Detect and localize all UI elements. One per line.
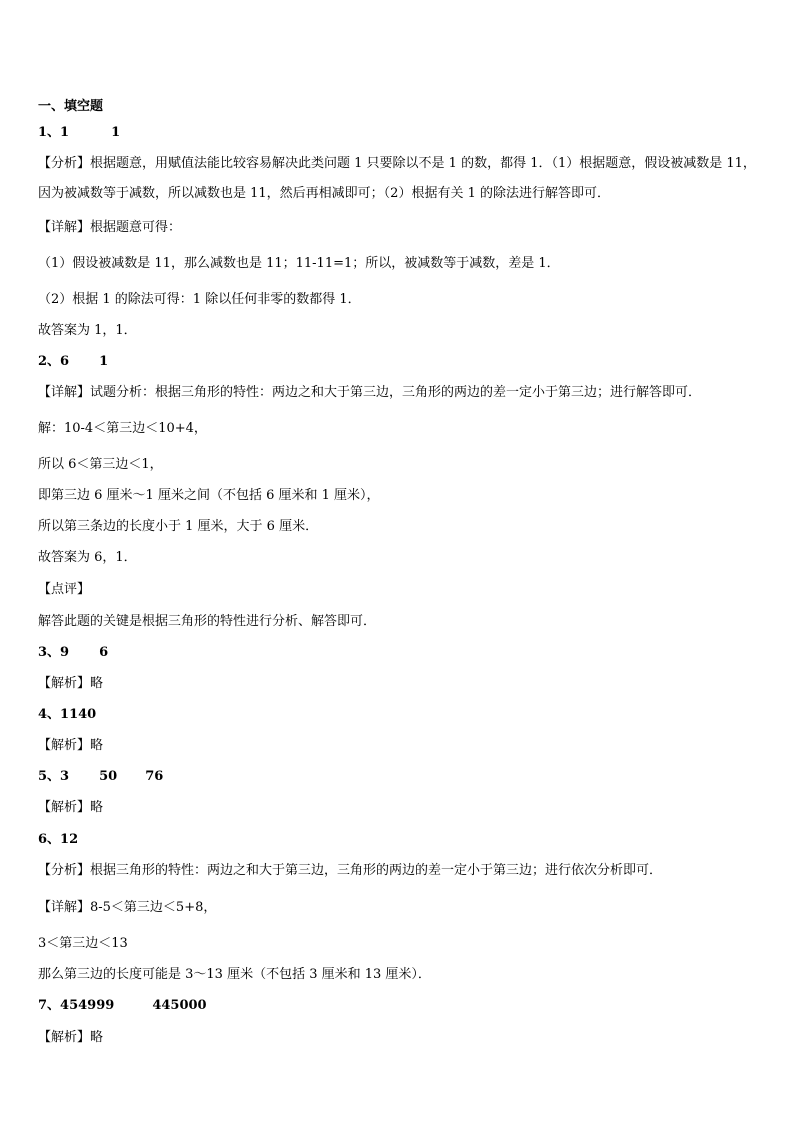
q1-detail-2: （2）根据 1 的除法可得：1 除以任何非零的数都得 1． — [38, 292, 361, 307]
q2-comment-text: 解答此题的关键是根据三角形的特性进行分析、解答即可． — [38, 614, 377, 629]
q3-number: 3、9 — [38, 645, 70, 660]
q5-answer-line — [38, 769, 163, 785]
q7-answer-line — [38, 998, 207, 1014]
q1-answer-2: 1 — [111, 125, 121, 140]
q4-answer-line: 4、1140 — [38, 707, 97, 722]
q6-answer-line: 6、12 — [38, 832, 79, 847]
q1-answer-line — [38, 125, 120, 141]
q1-detail-1: （1）假设被减数是 11，那么减数也是 11；11-11=1；所以，被减数等于减数，差是 1． — [38, 256, 560, 271]
q1-conclusion: 故答案为 1，1． — [38, 323, 137, 338]
q2-step-3: 即第三边 6 厘米～1 厘米之间（不包括 6 厘米和 1 厘米）， — [38, 488, 380, 503]
q2-step-1: 解：10-4＜第三边＜10+4， — [38, 421, 207, 436]
q7-answer-2: 445000 — [152, 998, 207, 1013]
q5-answer-3: 76 — [145, 769, 164, 784]
q3-answer-2: 6 — [99, 645, 109, 660]
q7-number: 7、454999 — [38, 998, 115, 1013]
q2-answer-2: 1 — [99, 354, 109, 369]
q5-analysis: 【解析】略 — [38, 800, 104, 815]
q3-analysis: 【解析】略 — [38, 676, 104, 691]
q2-comment-label: 【点评】 — [38, 582, 91, 597]
q5-number: 5、3 — [38, 769, 70, 784]
q2-number: 2、6 — [38, 354, 70, 369]
section-title: 一、填空题 — [38, 99, 104, 114]
q1-analysis: 【分析】根据题意，用赋值法能比较容易解决此类问题 1 只要除以不是 1 的数，都得 1．（1）根据题意，假设被减数是 11，因为被减数等于减数，所以减数也是 11，然后再相减即可；（2）根据有关 1 的除法进行解答即可． — [38, 156, 756, 201]
q7-analysis: 【解析】略 — [38, 1030, 104, 1045]
q2-answer-line — [38, 354, 108, 370]
q2-detail: 【详解】试题分析：根据三角形的特性：两边之和大于第三边，三角形的两边的差一定小于第三边；进行解答即可． — [38, 385, 702, 400]
q5-answer-2: 50 — [99, 769, 118, 784]
q2-step-2: 所以 6＜第三边＜1， — [38, 457, 163, 472]
q1-number: 1、1 — [38, 125, 70, 140]
q6-step-1: 3＜第三边＜13 — [38, 936, 128, 951]
q6-analysis: 【分析】根据三角形的特性：两边之和大于第三边，三角形的两边的差一定小于第三边；进行依次分析即可． — [38, 863, 663, 878]
q6-detail: 【详解】8-5＜第三边＜5+8， — [38, 900, 217, 915]
q6-step-2: 那么第三边的长度可能是 3～13 厘米（不包括 3 厘米和 13 厘米）． — [38, 967, 431, 982]
q3-answer-line — [38, 645, 108, 661]
q2-step-4: 所以第三条边的长度小于 1 厘米，大于 6 厘米． — [38, 519, 319, 534]
q2-conclusion: 故答案为 6，1． — [38, 550, 137, 565]
q4-analysis: 【解析】略 — [38, 738, 104, 753]
q1-detail-label: 【详解】根据题意可得： — [38, 220, 182, 235]
